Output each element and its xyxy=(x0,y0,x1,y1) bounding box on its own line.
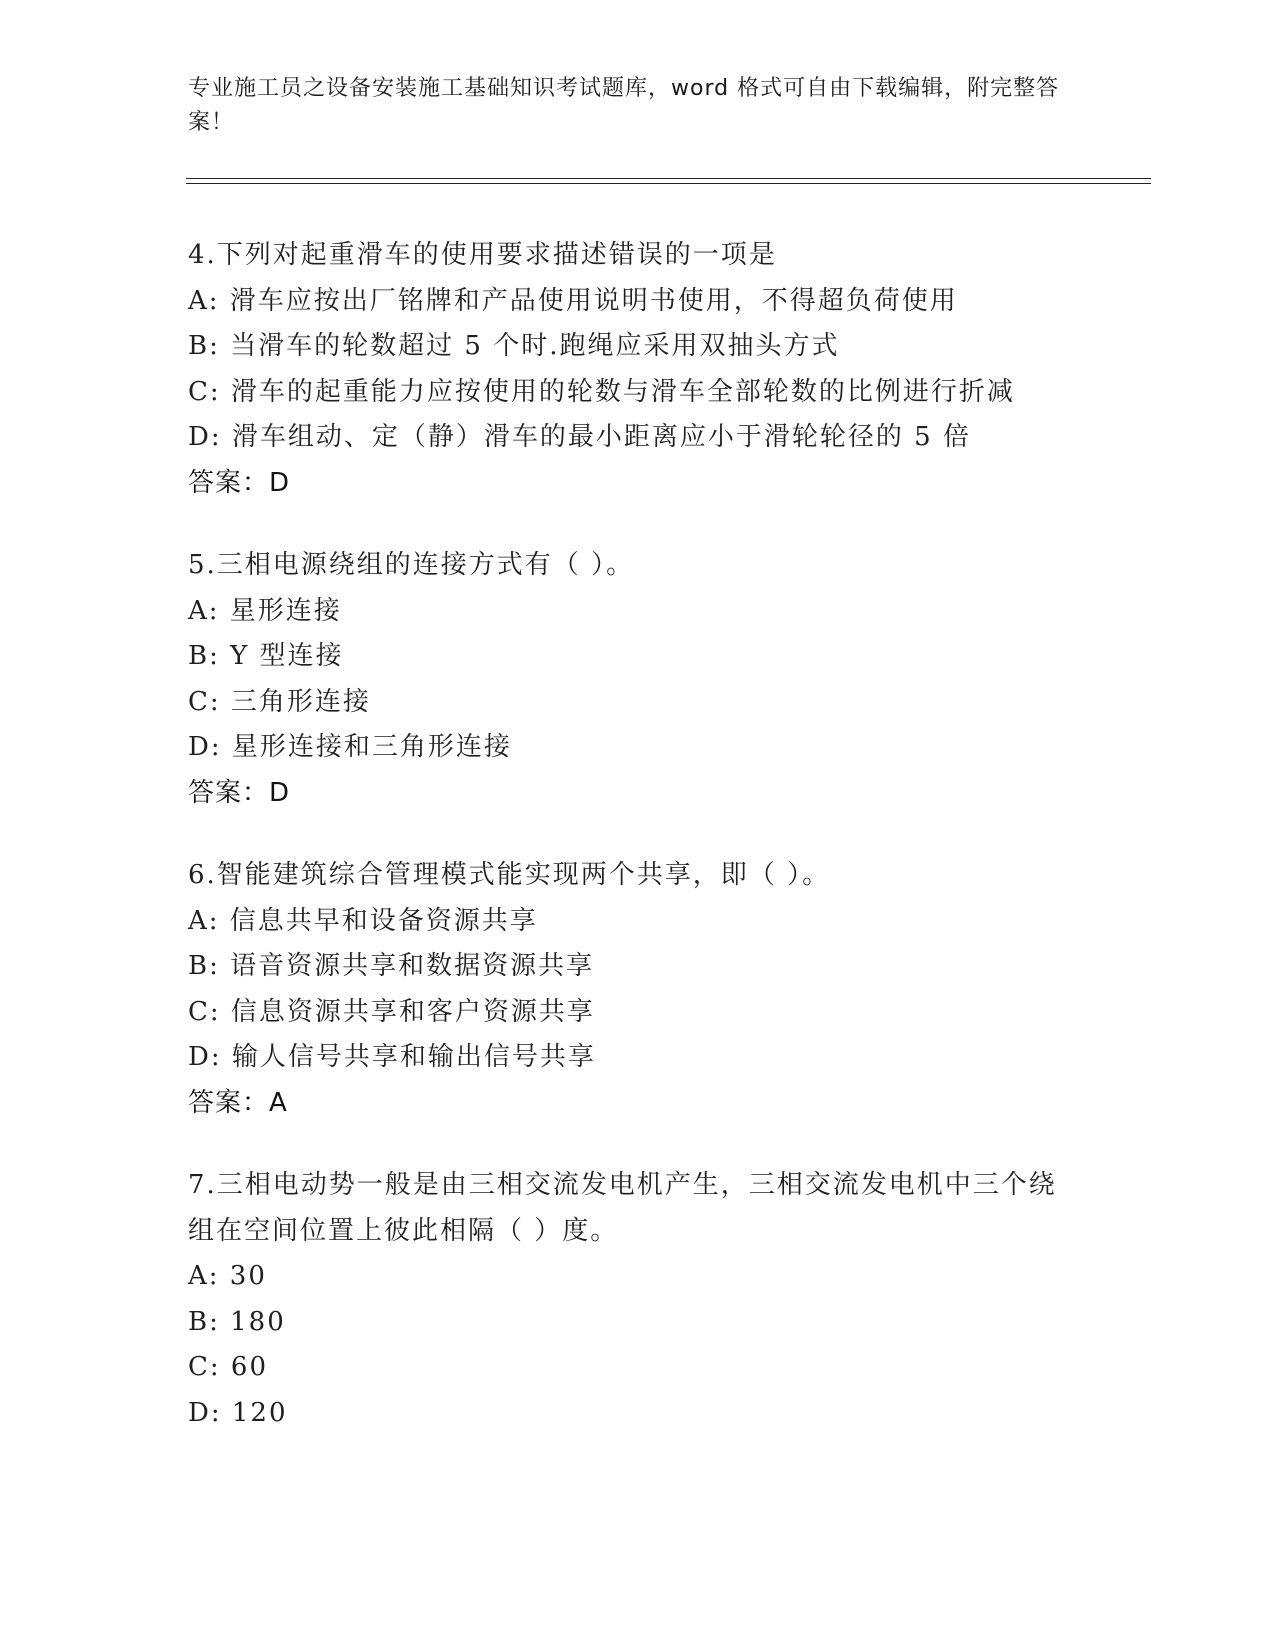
option-c: C: 信息资源共享和客户资源共享 xyxy=(188,996,595,1027)
option-c: C: 60 xyxy=(188,1352,269,1382)
header-rule-top xyxy=(186,178,1151,179)
question-title: 4.下列对起重滑车的使用要求描述错误的一项是 xyxy=(188,240,777,270)
header-rule-bottom xyxy=(186,183,1151,184)
option-d: D: 滑车组动、定（静）滑车的最小距离应小于滑轮轮径的 5 倍 xyxy=(188,422,971,452)
question-4 xyxy=(188,233,1148,506)
question-title: 5.三相电源绕组的连接方式有（ ）。 xyxy=(188,550,635,580)
option-b: B: 当滑车的轮数超过 5 个时.跑绳应采用双抽头方式 xyxy=(188,331,840,361)
question-title: 7.三相电动势一般是由三相交流发电机产生，三相交流发电机中三个绕组在空间位置上彼此相隔（ ）度。 xyxy=(188,1170,1057,1246)
question-5 xyxy=(188,543,1148,816)
option-a: A: 滑车应按出厂铭牌和产品使用说明书使用，不得超负荷使用 xyxy=(188,285,958,316)
option-c: C: 三角形连接 xyxy=(188,686,371,717)
question-6 xyxy=(188,853,1148,1126)
document-header xyxy=(188,72,1068,140)
answer-line: 答案：D xyxy=(188,467,291,498)
option-b: B: Y 型连接 xyxy=(188,641,344,671)
option-d: D: 120 xyxy=(188,1397,288,1428)
option-a: A: 30 xyxy=(188,1261,267,1291)
option-b: B: 语音资源共享和数据资源共享 xyxy=(188,951,595,981)
answer-line: 答案：A xyxy=(188,1087,288,1118)
header-text: 专业施工员之设备安装施工基础知识考试题库，word 格式可自由下载编辑，附完整答案！ xyxy=(188,76,1060,135)
option-d: D: 星形连接和三角形连接 xyxy=(188,732,512,762)
question-7 xyxy=(188,1163,1148,1436)
option-a: A: 星形连接 xyxy=(188,595,342,626)
option-a: A: 信息共早和设备资源共享 xyxy=(188,905,538,936)
question-title: 6.智能建筑综合管理模式能实现两个共享，即（ ）。 xyxy=(188,860,831,890)
option-c: C: 滑车的起重能力应按使用的轮数与滑车全部轮数的比例进行折减 xyxy=(188,376,1015,407)
option-b: B: 180 xyxy=(188,1306,286,1337)
option-d: D: 输人信号共享和输出信号共享 xyxy=(188,1042,596,1072)
answer-line: 答案：D xyxy=(188,777,291,808)
question-list xyxy=(188,233,1148,1473)
